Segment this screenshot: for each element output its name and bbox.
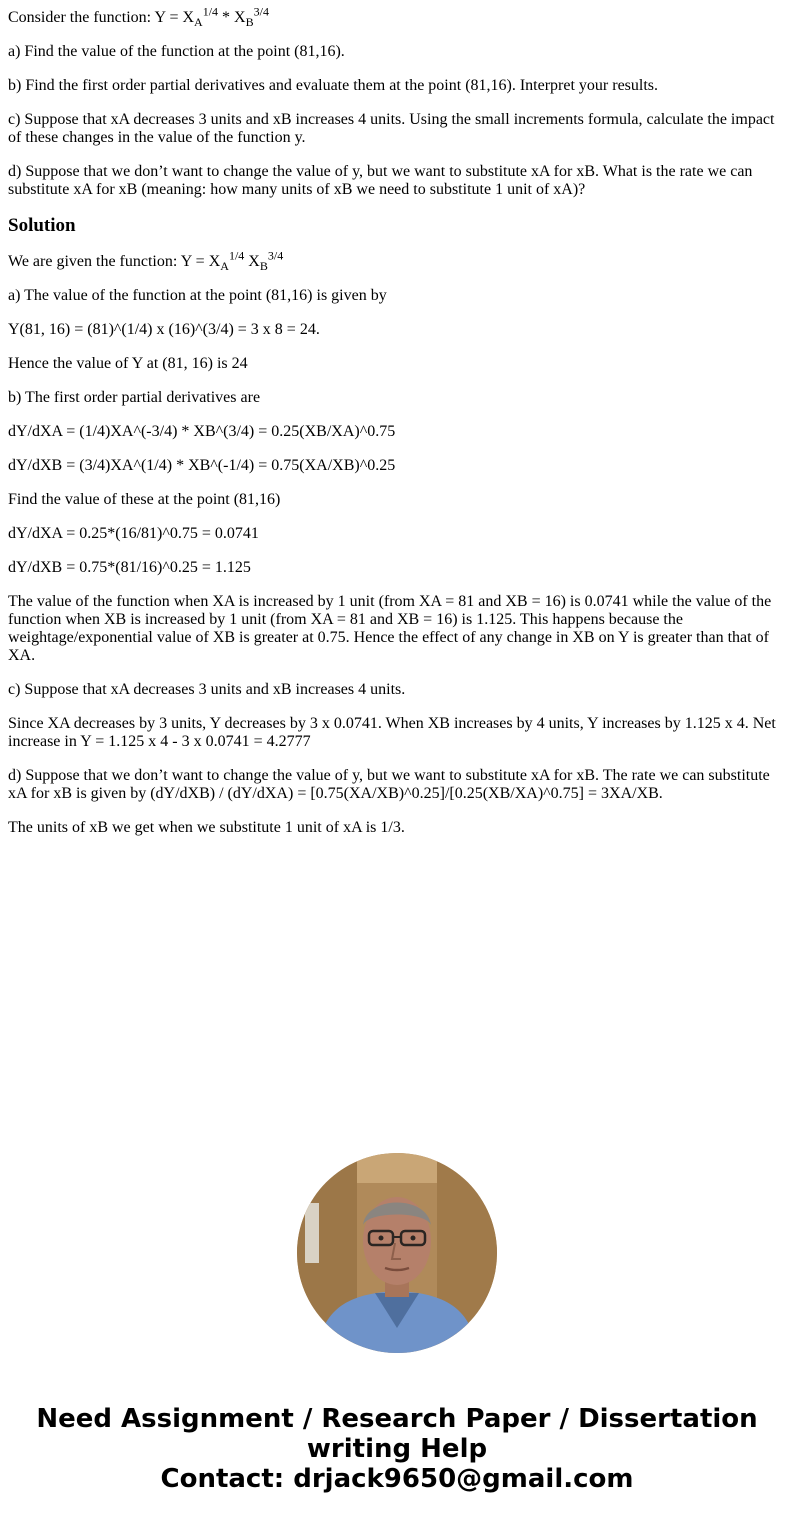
solution-line: The value of the function when XA is increased by 1 unit (from XA = 81 and XB = 16) is 0.0741 while the value of the function when XB is increased by 1 unit (from XA = 81 and XB = 16) is 1.125. This happens because the weightage/exponential value of XB is greater at 0.75. Hence the effect of any change in XB on Y is greater than that of XA. [8,593,772,664]
solution-line: Y(81, 16) = (81)^(1/4) x (16)^(3/4) = 3 x 8 = 24. [8,321,320,338]
solution-line: Hence the value of Y at (81, 16) is 24 [8,355,248,372]
solution-line: dY/dXA = 0.25*(16/81)^0.75 = 0.0741 [8,525,259,542]
question-d: d) Suppose that we don’t want to change the value of y, but we want to substitute xA for xB. What is the rate we can substitute xA for xB (meaning: how many units of xB we need to substitute 1 unit of xA)? [8,163,753,198]
solution-line: d) Suppose that we don’t want to change the value of y, but we want to substitute xA for xB. The rate we can substitute xA for xB is given by (dY/dXB) / (dY/dXA) = [0.75(XA/XB)^0.25]/[0.25(XB/XA)^0.75] = 3XA/XB. [8,767,770,802]
footer-contact-line: Contact: drjack9650@gmail.com [160,1464,634,1494]
solution-line: dY/dXB = 0.75*(81/16)^0.25 = 1.125 [8,559,251,576]
solution-line: The units of xB we get when we substitute 1 unit of xA is 1/3. [8,819,405,836]
footer-line: Need Assignment / Research Paper / Dissertation [36,1404,758,1434]
question-intro: Consider the function: $Y = X_A^{1/4} * X_B^{3/4}$ [8,4,269,30]
solution-line: c) Suppose that xA decreases 3 units and xB increases 4 units. [8,681,406,698]
solution-given: We are given the function: $Y = X_A^{1/4}$ $X_B^{3/4}$ [8,248,284,274]
solution-line: dY/dXB = (3/4)XA^(1/4) * XB^(-1/4) = 0.75(XA/XB)^0.25 [8,457,396,474]
solution-line: b) The first order partial derivatives are [8,389,261,406]
solution-line: dY/dXA = (1/4)XA^(-3/4) * XB^(3/4) = 0.25(XB/XA)^0.75 [8,423,396,440]
author-avatar [297,1153,497,1353]
author-portrait-image [297,1153,497,1353]
footer-line: writing Help [306,1434,488,1464]
question-c: c) Suppose that xA decreases 3 units and xB increases 4 units. Using the small increments formula, calculate the impact of these changes in the value of the function y. [8,111,775,146]
footer-contact-banner [0,1404,794,1494]
question-b: b) Find the first order partial derivatives and evaluate them at the point (81,16). Interpret your results. [8,77,659,94]
solution-line: Find the value of these at the point (81,16) [8,491,281,508]
solution-heading: Solution [8,215,76,236]
question-a: a) Find the value of the function at the point (81,16). [8,43,345,60]
solution-line: a) The value of the function at the point (81,16) is given by [8,287,387,304]
document-body [8,0,786,853]
solution-line: Since XA decreases by 3 units, Y decreases by 3 x 0.0741. When XB increases by 4 units, Y increases by 1.125 x 4. Net increase in Y = 1.125 x 4 - 3 x 0.0741 = 4.2777 [8,715,776,750]
